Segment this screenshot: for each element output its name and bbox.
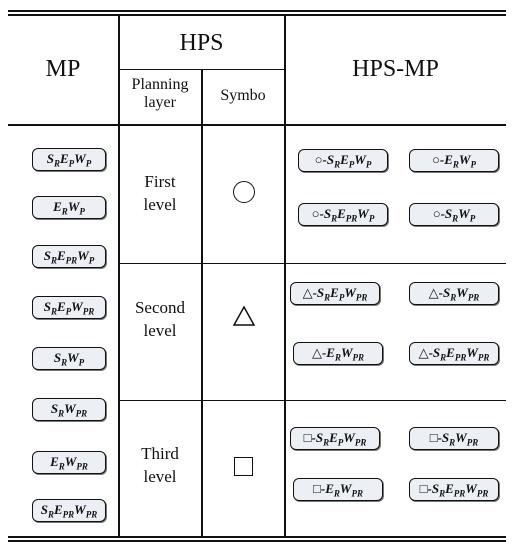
mp-item xyxy=(32,451,106,474)
hps-mp-item xyxy=(409,342,499,365)
triangle-icon xyxy=(232,305,256,327)
hps-mp-item-label: $\triangle-S_RW_{PR}$ xyxy=(428,284,480,303)
hps-mp-item xyxy=(409,203,499,226)
mp-item-label: $E_RW_{PR}$ xyxy=(50,453,88,472)
hps-mp-item-label: $○-S_RE_{PR}W_P$ xyxy=(311,205,375,224)
mp-item xyxy=(32,148,106,171)
level-first-line2: level xyxy=(143,194,177,214)
hps-mp-item xyxy=(409,478,499,501)
level-third-line2: level xyxy=(143,466,177,486)
header-hps: HPS xyxy=(179,30,224,56)
header-planning-layer xyxy=(119,76,201,113)
mp-item-label: $S_RW_P$ xyxy=(53,349,85,368)
level-second xyxy=(119,297,201,343)
mp-item-label: $E_RW_P$ xyxy=(53,198,85,217)
header-hps-mp: HPS-MP xyxy=(352,56,439,82)
hps-mp-item xyxy=(290,427,380,450)
grid-vline-2 xyxy=(201,69,203,537)
bottom-rule-1 xyxy=(8,536,506,538)
mp-item xyxy=(32,245,106,268)
header-mp: MP xyxy=(45,56,81,82)
mp-item-label: $S_RW_{PR}$ xyxy=(50,400,88,419)
square-icon xyxy=(234,457,253,476)
hps-mp-item-label: $□-E_RW_{PR}$ xyxy=(313,480,363,499)
planning-layer-line1: Planning xyxy=(131,76,189,93)
level-first xyxy=(119,171,201,217)
header-rule xyxy=(8,124,506,126)
hps-mp-item-label: $\triangle-E_RW_{PR}$ xyxy=(311,344,365,363)
mp-item xyxy=(32,398,106,421)
hps-mp-item-label: $□-S_RW_{PR}$ xyxy=(429,429,479,448)
hps-sub-rule xyxy=(119,69,284,70)
hps-mp-item xyxy=(293,478,383,501)
hps-mp-item-label: $\triangle-S_RE_{PR}W_{PR}$ xyxy=(418,344,490,363)
hps-mp-item-label: $○-S_RE_PW_P$ xyxy=(314,151,372,170)
mp-item xyxy=(32,347,106,370)
mp-item-label: $S_RE_PW_P$ xyxy=(46,150,92,169)
mp-item xyxy=(32,499,106,522)
level-first-line1: First xyxy=(144,172,176,191)
mp-item xyxy=(32,196,106,219)
level-second-line1: Second xyxy=(134,298,186,317)
hps-mp-item xyxy=(409,282,499,305)
mp-item xyxy=(32,296,106,319)
mp-item-label: $S_RE_PW_{PR}$ xyxy=(43,298,95,317)
top-rule-2 xyxy=(8,14,506,16)
hps-mp-item-label: $□-S_RE_PW_{PR}$ xyxy=(303,429,367,448)
mp-item-label: $S_RE_{PR}W_{PR}$ xyxy=(40,501,98,520)
level-rule-1 xyxy=(119,263,506,264)
hps-mp-item xyxy=(290,282,380,305)
bottom-rule-2 xyxy=(8,540,506,542)
circle-icon xyxy=(233,181,255,203)
level-third xyxy=(119,443,201,489)
level-rule-2 xyxy=(119,400,506,401)
hps-mp-item-label: $□-S_RE_{PR}W_{PR}$ xyxy=(419,480,489,499)
hps-mp-item xyxy=(298,203,388,226)
hps-mp-item xyxy=(409,149,499,172)
top-rule-1 xyxy=(8,10,506,12)
grid-vline-3 xyxy=(284,15,286,537)
hps-mp-item xyxy=(298,149,388,172)
hps-mp-item xyxy=(293,342,383,365)
hps-mp-item-label: $○-E_RW_P$ xyxy=(432,151,476,170)
header-symbol: Symbo xyxy=(220,87,266,104)
hps-mp-item xyxy=(409,427,499,450)
level-third-line1: Third xyxy=(141,444,179,463)
level-second-line2: level xyxy=(143,320,177,340)
hps-mp-item-label: $\triangle-S_RE_PW_{PR}$ xyxy=(302,284,368,303)
planning-layer-line2: layer xyxy=(144,94,176,112)
mp-item-label: $S_RE_{PR}W_P$ xyxy=(43,247,95,266)
hps-mp-item-label: $○-S_RW_P$ xyxy=(432,205,476,224)
